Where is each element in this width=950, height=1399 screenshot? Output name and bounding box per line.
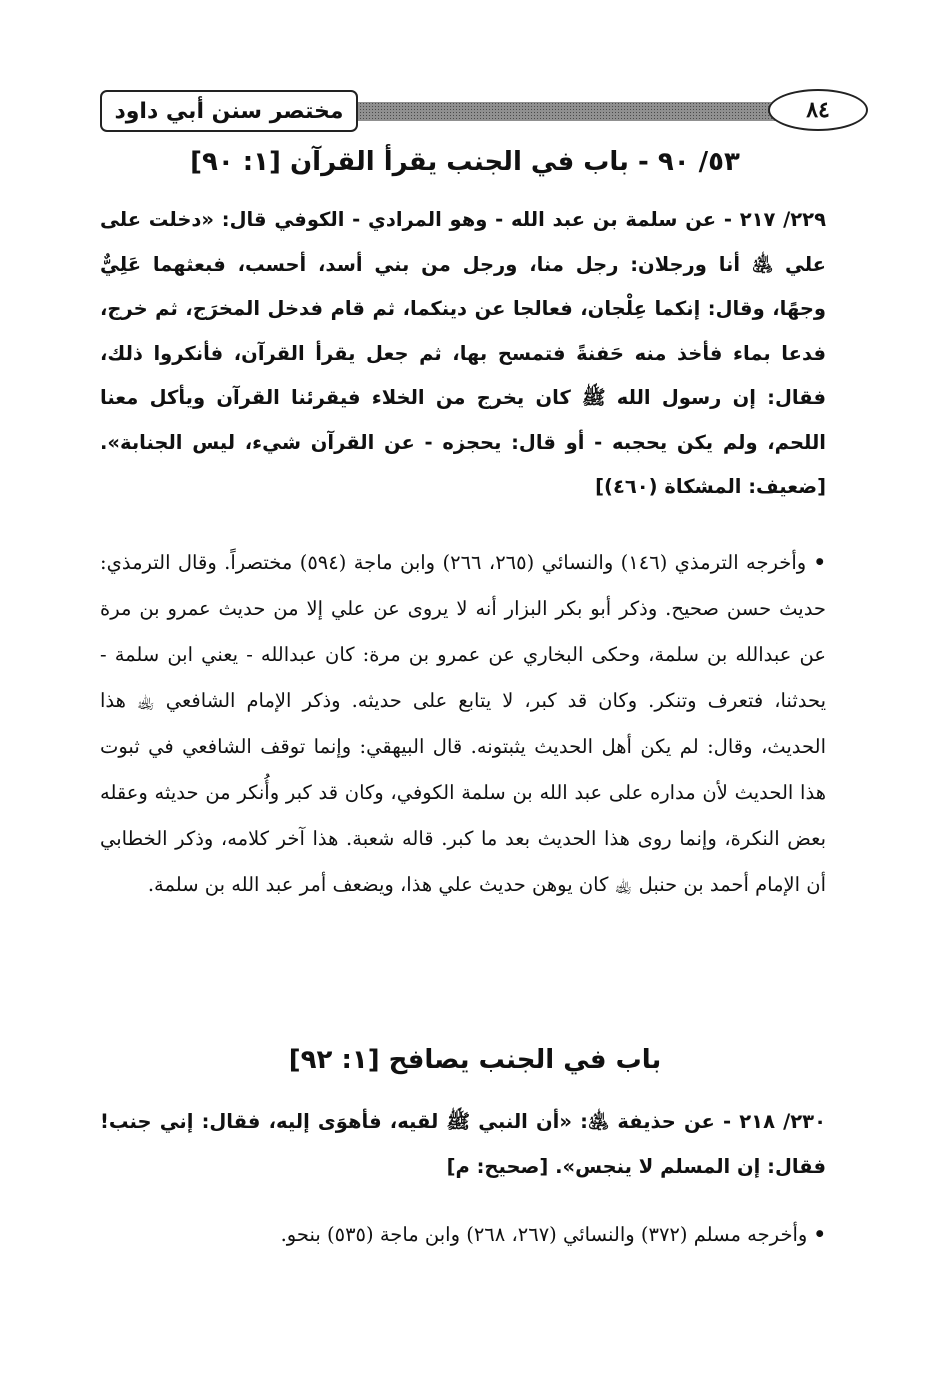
commentary-1 xyxy=(100,540,826,908)
bullet-icon: • xyxy=(813,551,827,574)
commentary-1-text: وأخرجه الترمذي (١٤٦) والنسائي (٢٦٥، ٢٦٦) وابن ماجة (٥٩٤) مختصراً. وقال الترمذي: حديث حسن صحيح. وذكر أبو بكر البزار أنه لا يروى عن علي إلا من حديث عمرو بن مرة عن عبدالله بن سلمة، وحكى البخاري عن عمرو بن مرة: كان عبدالله - يعني ابن سلمة - يحدثنا، فتعرف وتنكر. وكان قد كبر، لا يتابع على حديثه. وذكر الإمام الشافعي ﵀ هذا الحديث، وقال: لم يكن أهل الحديث يثبتونه. قال البيهقي: وإنما توقف الشافعي في ثبوت هذا الحديث لأن مداره على عبد الله بن سلمة الكوفي، وكان قد كبر وأُنكر من حديثه وعقله بعض النكرة، وإنما روى هذا الحديث بعد ما كبر. قاله شعبة. هذا آخر كلامه، وذكر الخطابي أن الإمام أحمد بن حنبل ﵀ كان يوهن حديث علي هذا، ويضعف أمر عبد الله بن سلمة. xyxy=(100,551,826,896)
hadith-1-text: ٢٢٩/ ٢١٧ - عن سلمة بن عبد الله - وهو المرادي - الكوفي قال: «دخلت على علي ﵁ أنا ورجلان: رجل منا، ورجل من بني أسد، أحسب، فبعثهما عَلِيٌّ وجهًا، وقال: إنكما عِلْجان، فعالجا عن دينكما، ثم قام فدخل المخرَج، ثم خرج، فدعا بماء فأخذ منه حَفنةً فتمسح بها، ثم جعل يقرأ القرآن، فأنكروا ذلك، فقال: إن رسول الله ﷺ كان يخرج من الخلاء فيقرئنا القرآن ويأكل معنا اللحم، ولم يكن يحجبه - أو قال: يحجزه - عن القرآن شيء، ليس الجنابة». xyxy=(100,208,826,454)
hadith-1 xyxy=(100,198,826,510)
commentary-2-text: وأخرجه مسلم (٣٧٢) والنسائي (٢٦٧، ٢٦٨) وابن ماجة (٥٣٥) بنحو. xyxy=(280,1223,808,1246)
book-title: مختصر سنن أبي داود xyxy=(100,90,358,132)
page-number: ٨٤ xyxy=(768,89,868,131)
running-header xyxy=(100,90,868,140)
hadith-2 xyxy=(100,1100,826,1189)
hadith-1-grading: [ضعيف: المشكاة (٤٦٠)] xyxy=(595,475,826,498)
commentary-2 xyxy=(130,1212,826,1258)
chapter-heading: ٥٣/ ٩٠ - باب في الجنب يقرأ القرآن [١: ٩٠] xyxy=(190,147,740,177)
section-heading: باب في الجنب يصافح [١: ٩٢] xyxy=(288,1045,662,1075)
bullet-icon: • xyxy=(813,1223,826,1246)
header-decorative-band xyxy=(350,102,808,121)
hadith-2-text: ٢٣٠/ ٢١٨ - عن حذيفة ﵁: «أن النبي ﷺ لقيه، فأهوَى إليه، فقال: إني جنب! فقال: إن المسلم لا ينجس». xyxy=(100,1110,826,1178)
hadith-2-grading: [صحيح: م] xyxy=(446,1154,549,1178)
